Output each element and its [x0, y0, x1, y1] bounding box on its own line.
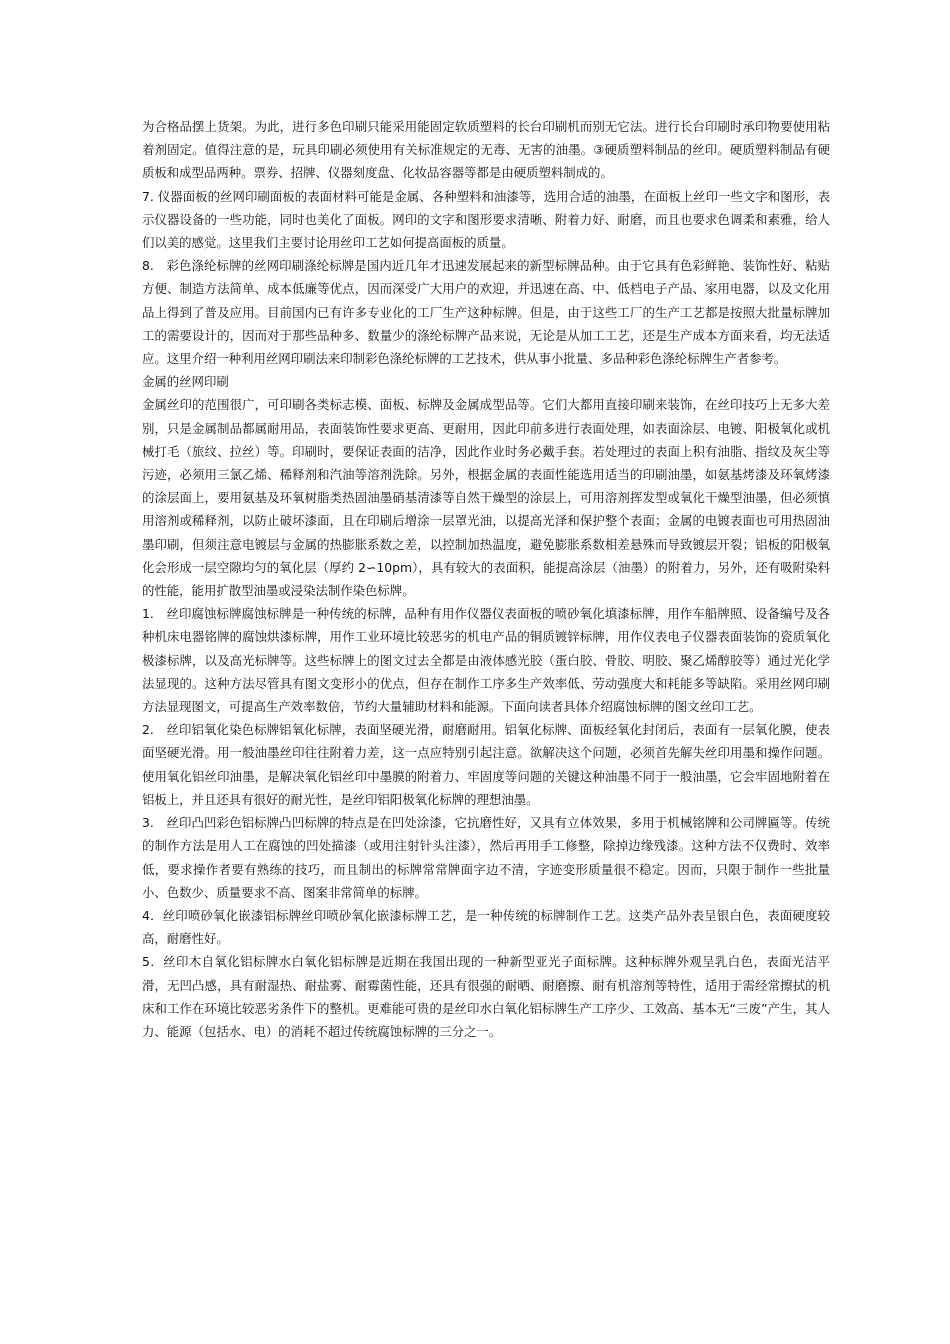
paragraph-plastic-printing: 为合格品摆上货架。为此，进行多色印刷只能采用能固定软质塑料的长台印刷机而别无它法。进行长台印刷时承印物要使用粘着剂固定。值得注意的是，玩具印刷必须使用有关标准规定的无毒、无害的油墨。③硬质塑料制品的丝印。硬质塑料制品有硬质板和成型品两种。票券、招牌、仪器刻度盘、化妆品容器等都是由硬质塑料制成的。: [142, 119, 830, 181]
paragraph-sandblast-label: 4．丝印喷砂氧化嵌漆铝标牌丝印喷砂氧化嵌漆标牌工艺，是一种传统的标牌制作工艺。这类产品外表呈银白色，表面硬度较高，耐磨性好。: [142, 907, 830, 947]
paragraph-white-oxide-label: 5．丝印木自氧化铝标牌水白氧化铝标牌是近期在我国出现的一种新型亚光子面标牌。这种标牌外观呈乳白色，表面光洁平滑，无凹凸感，具有耐湿热、耐盐雾、耐霉菌性能，还具有很强的耐晒、耐磨擦、耐有机溶剂等特性，适用于需经常擦拭的机床和工作在环境比较恶劣条件下的整机。更难能可贵的是丝印水白氧化铝标牌生产工序少、工效高、基本无“三废”产生，其人力、能源（包括水、电）的消耗不超过传统腐蚀标牌的三分之一。: [142, 954, 830, 1039]
section-heading-metal-printing: 金属的丝网印刷: [142, 374, 229, 390]
document-page: [142, 115, 830, 1043]
paragraph-instrument-panel: 7. 仪器面板的丝网印刷面板的表面材料可能是金属、各种塑料和油漆等，选用合适的油墨，在面板上丝印一些文字和图形，表示仪器设备的一些功能，同时也美化了面板。网印的文字和图形要求清晰、附着力好、耐磨，而且也要求色调柔和素雅，给人们以美的感觉。这里我们主要讨论用丝印工艺如何提高面板的质量。: [142, 188, 830, 251]
paragraph-aluminum-oxide-label: 2. 丝印铝氧化染色标牌铝氧化标牌，表面坚硬光滑，耐磨耐用。铝氧化标牌、面板经氧化封闭后，表面有一层氧化膜，使表面坚硬光滑。用一般油墨丝印往往附着力差，这一点应特别引起注意。欲解决这个问题，必须首先解失丝印用墨和操作问题。使用氧化铝丝印油墨，是解决氧化铝丝印中墨膜的附着力、牢固度等问题的关键这种油墨不同于一般油墨，它会牢固地附着在铝板上，并且还具有很好的耐光性，是丝印铝阳极氧化标牌的理想油墨。: [142, 722, 830, 807]
paragraph-polyester-label: 8. 彩色涤纶标牌的丝网印刷涤纶标牌是国内近几年才迅速发展起来的新型标牌品种。由于它具有色彩鲜艳、装饰性好、粘贴方便、制造方法简单、成本低廉等优点，因而深受广大用户的欢迎，并迅速在高、中、低档电子产品、家用电器，以及文化用品上得到了普及应用。目前国内已有许多专业化的工厂生产这种标牌。但是，由于这些工厂的生产工艺都是按照大批量标牌加工的需要设计的，因而对于那些品种多、数量少的涤纶标牌产品来说，无论是从加工工艺，还是生产成本方面来看，均无法适应。这里介绍一种利用丝网印刷法来印制彩色涤纶标牌的工艺技术，供从事小批量、多品种彩色涤纶标牌生产者参考。: [142, 258, 830, 367]
paragraph-embossed-label: 3. 丝印凸凹彩色铝标牌凸凹标牌的特点是在凹处涂漆，它抗磨性好，又具有立体效果，多用于机械铭牌和公司牌匾等。传统的制作方法是用人工在腐蚀的凹处描漆（或用注射针头注漆），然后再用手工修整，除掉边缘残漆。这种方法不仅费时、效率低，要求操作者要有熟练的技巧，而且制出的标牌常常牌面字边不清，字迹变形质量很不稳定。因而，只限于制作一些批量小、色数少、质量要求不高、图案非常简单的标牌。: [142, 815, 830, 900]
paragraph-corrosion-label: 1. 丝印腐蚀标牌腐蚀标牌是一种传统的标牌，品种有用作仪器仪表面板的喷砂氧化填漆标牌，用作车船牌照、设备编号及各种机床电器铭牌的腐蚀烘漆标牌，用作工业环境比较恶劣的机电产品的铜质镀锌标牌，用作仪表电子仪器表面装饰的瓷质氧化极漆标牌，以及高光标牌等。这些标牌上的图文过去全都是由液体感光胶（蛋白胶、骨胶、明胶、聚乙烯醇胶等）通过光化学法显现的。这种方法尽管具有图文变形小的优点，但存在制作工序多生产效率低、劳动强度大和耗能多等缺陷。采用丝网印刷方法显现图文，可提高生产效率数倍，节约大量辅助材料和能源。下面向读者具体介绍腐蚀标牌的图文丝印工艺。: [142, 606, 830, 715]
paragraph-metal-printing: 金属丝印的范围很广，可印刷各类标志模、面板、标牌及金属成型品等。它们大都用直接印刷来装饰，在丝印技巧上无多大差别，只是金属制品都属耐用品，表面装饰性要求更高、更耐用，因此印前多进行表面处理，如表面涂层、电镀、阳极氧化或机械打毛（旅纹、拉丝）等。印刷时，要保证表面的洁净，因此作业时务必戴手套。若处理过的表面上积有油脂、指纹及灰尘等污迹，必须用三氯乙烯、稀释剂和汽油等溶剂洗除。另外，根据金属的表面性能选用适当的印刷油墨，如氨基烤漆及环氧烤漆的涂层面上，要用氨基及环氧树脂类热固油墨硝基清漆等自然干燥型的涂层上，可用溶剂挥发型或氧化干燥型油墨，但必须慎用溶剂或稀释剂，以防止破坏漆面，且在印刷后增涂一层罩光油，以提高光泽和保护整个表面；金属的电镀表面也可用热固油墨印刷，但须注意电镀层与金属的热膨胀系数之差，以控制加热温度，避免膨胀系数相差悬殊而导致镀层开裂；铝板的阳极氧化会形成一层空隙均匀的氧化层（厚约 2∽10pm），具有较大的表面积，能提高涂层（油墨）的附着力，另外，还有吸附染料的性能，能用扩散型油墨或浸染法制作染色标牌。: [142, 397, 830, 599]
